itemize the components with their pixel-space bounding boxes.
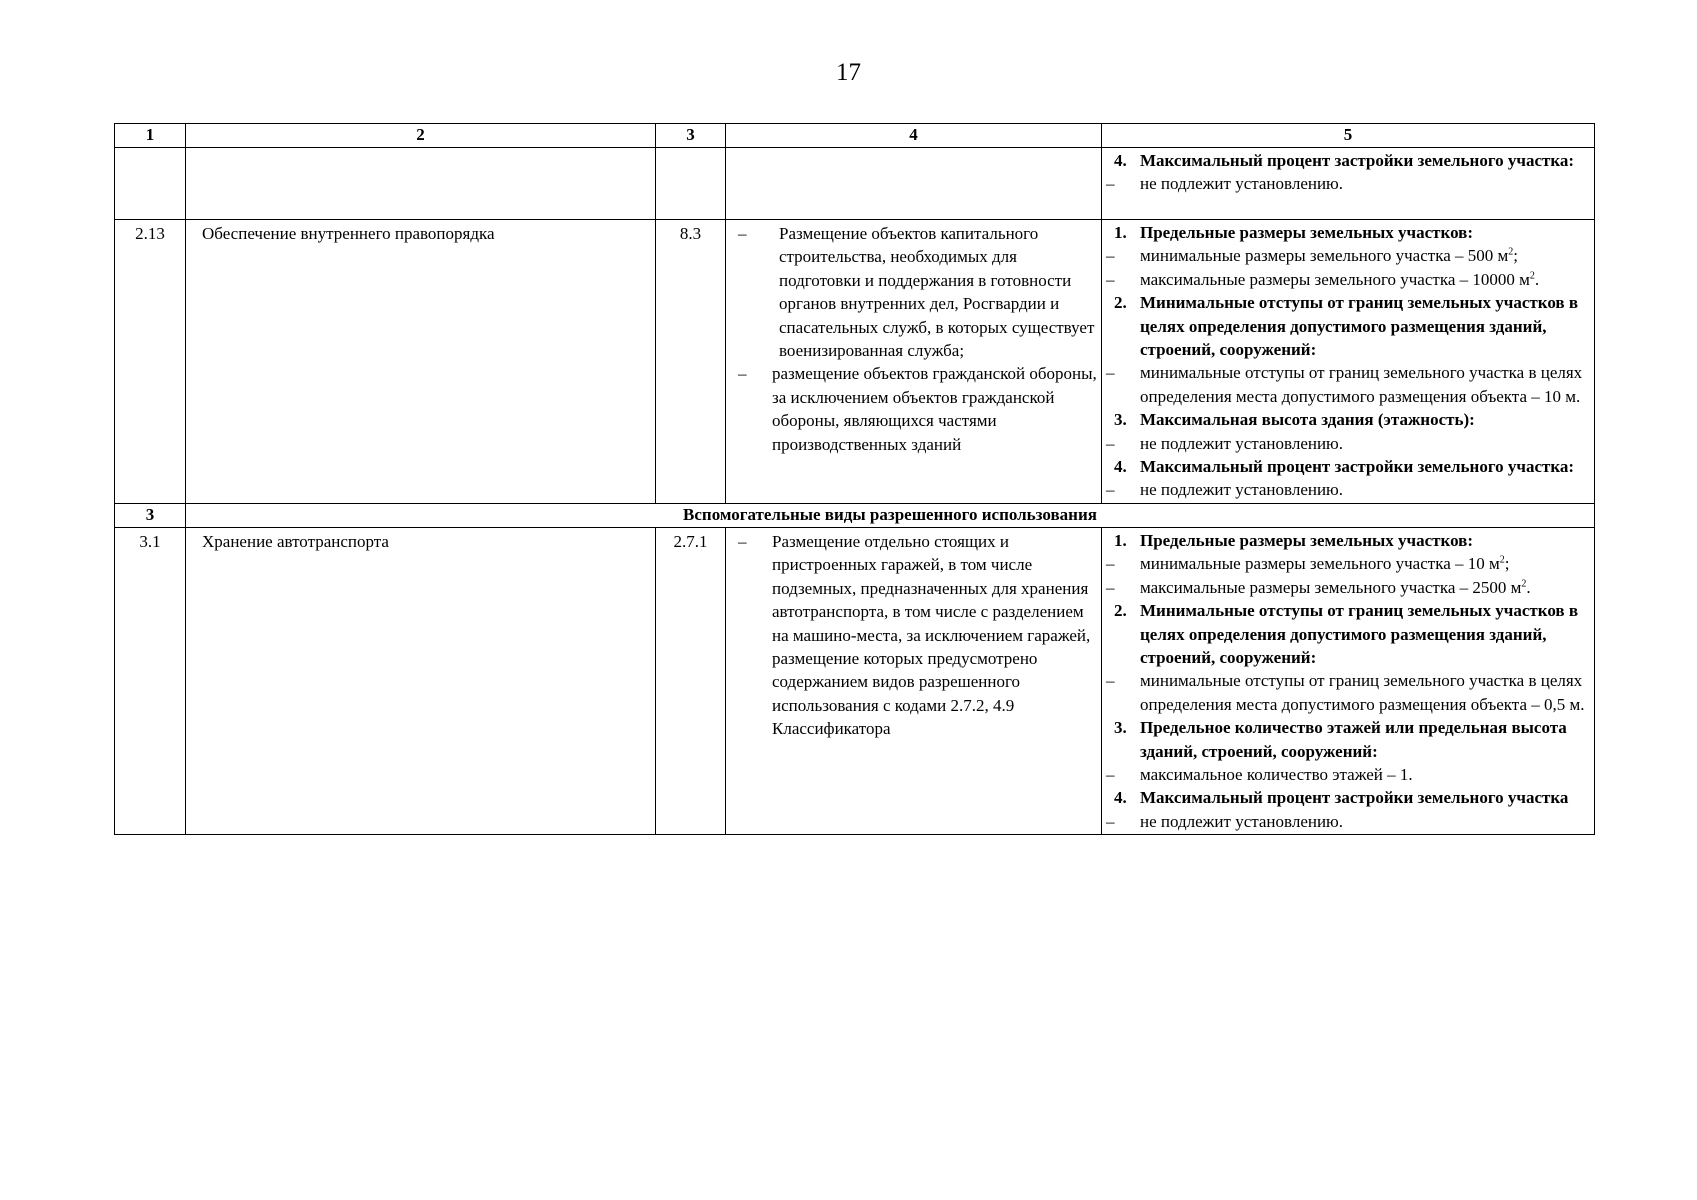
parameter-heading: 4. Максимальный процент застройки земельного участка: bbox=[1114, 457, 1575, 477]
parameter-heading: 4. Максимальный процент застройки земельного участка: bbox=[1114, 151, 1575, 170]
page-number: 17 bbox=[836, 59, 861, 86]
parameter-item: – минимальные размеры земельного участка – 10 $м^2$; bbox=[1106, 554, 1510, 574]
description-cell bbox=[726, 527, 1102, 834]
code-cell: 8.3 bbox=[656, 220, 726, 504]
code-cell bbox=[656, 148, 726, 220]
parameters-cell bbox=[1102, 148, 1595, 220]
description-item: – Размещение объектов капитального строительства, необходимых для подготовки и поддержания в готовности органов внутренних дел, Росгвардии и спасательных служб, в которых существует военизированная служба; bbox=[738, 224, 1095, 361]
parameter-heading: 1. Предельные размеры земельных участков: bbox=[1114, 530, 1474, 550]
parameter-heading: 3. Максимальная высота здания (этажность): bbox=[1114, 410, 1475, 430]
parameter-item: – не подлежит установлению. bbox=[1106, 480, 1344, 500]
parameter-heading: 2. Минимальные отступы от границ земельных участков в целях определения допустимого размещения зданий, строений, сооружений: bbox=[1114, 293, 1579, 360]
description-item: – Размещение отдельно стоящих и пристроенных гаражей, в том числе подземных, предназначенных для хранения автотранспорта, в том числе с разделением на машино-места, за исключением гаражей, размещение которых предусмотрено содержанием видов разрешенного использования с кодами 2.7.2, 4.9 Классификатора bbox=[738, 531, 1091, 739]
column-header: 2 bbox=[186, 124, 656, 148]
parameter-item: – минимальные отступы от границ земельного участка в целях определения места допустимого размещения объекта – 10 м. bbox=[1106, 363, 1583, 406]
parameter-item: – максимальные размеры земельного участка – 10000 $м^2$. bbox=[1106, 269, 1540, 289]
table-row bbox=[115, 527, 1595, 834]
table-row bbox=[115, 220, 1595, 504]
parameter-item: – минимальные размеры земельного участка – 500 $м^2$; bbox=[1106, 246, 1518, 266]
parameter-heading: 4. Максимальный процент застройки земельного участка bbox=[1114, 788, 1569, 808]
parameter-heading: 2. Минимальные отступы от границ земельных участков в целях определения допустимого размещения зданий, строений, сооружений: bbox=[1114, 601, 1579, 667]
description-cell bbox=[726, 148, 1102, 220]
parameters-cell bbox=[1102, 527, 1595, 834]
parameter-item: – максимальные размеры земельного участка – 2500 $м^2$. bbox=[1106, 577, 1531, 597]
use-name-cell bbox=[186, 148, 656, 220]
parameters-cell bbox=[1102, 220, 1595, 504]
parameter-item: – не подлежит установлению. bbox=[1106, 433, 1344, 453]
parameter-item: – не подлежит установлению. bbox=[1106, 811, 1344, 831]
section-title: Вспомогательные виды разрешенного использования bbox=[186, 503, 1595, 527]
parameter-item: – не подлежит установлению. bbox=[1106, 174, 1344, 194]
use-name-cell: Обеспечение внутреннего правопорядка bbox=[186, 220, 656, 504]
row-number-cell: 2.13 bbox=[115, 220, 186, 504]
use-name-cell: Хранение автотранспорта bbox=[186, 527, 656, 834]
table-header-row bbox=[115, 124, 1595, 148]
column-header: 4 bbox=[726, 124, 1102, 148]
column-header: 3 bbox=[656, 124, 726, 148]
column-header: 5 bbox=[1102, 124, 1595, 148]
parameter-item: – минимальные отступы от границ земельного участка в целях определения места допустимого размещения объекта – 0,5 м. bbox=[1106, 671, 1585, 714]
row-number-cell bbox=[115, 148, 186, 220]
description-item: – размещение объектов гражданской обороны, за исключением объектов гражданской обороны, являющихся частями производственных зданий bbox=[738, 364, 1097, 454]
parameter-heading: 1. Предельные размеры земельных участков: bbox=[1114, 223, 1474, 242]
description-cell bbox=[726, 220, 1102, 504]
parameter-item: – максимальное количество этажей – 1. bbox=[1106, 764, 1413, 784]
parameter-heading: 3. Предельное количество этажей или предельная высота зданий, строений, сооружений: bbox=[1114, 718, 1567, 761]
table-row bbox=[115, 148, 1595, 220]
code-cell: 2.7.1 bbox=[656, 527, 726, 834]
section-number: 3 bbox=[115, 503, 186, 527]
section-row bbox=[115, 503, 1595, 527]
row-number-cell: 3.1 bbox=[115, 527, 186, 834]
column-header: 1 bbox=[115, 124, 186, 148]
regulations-table bbox=[114, 123, 1595, 835]
